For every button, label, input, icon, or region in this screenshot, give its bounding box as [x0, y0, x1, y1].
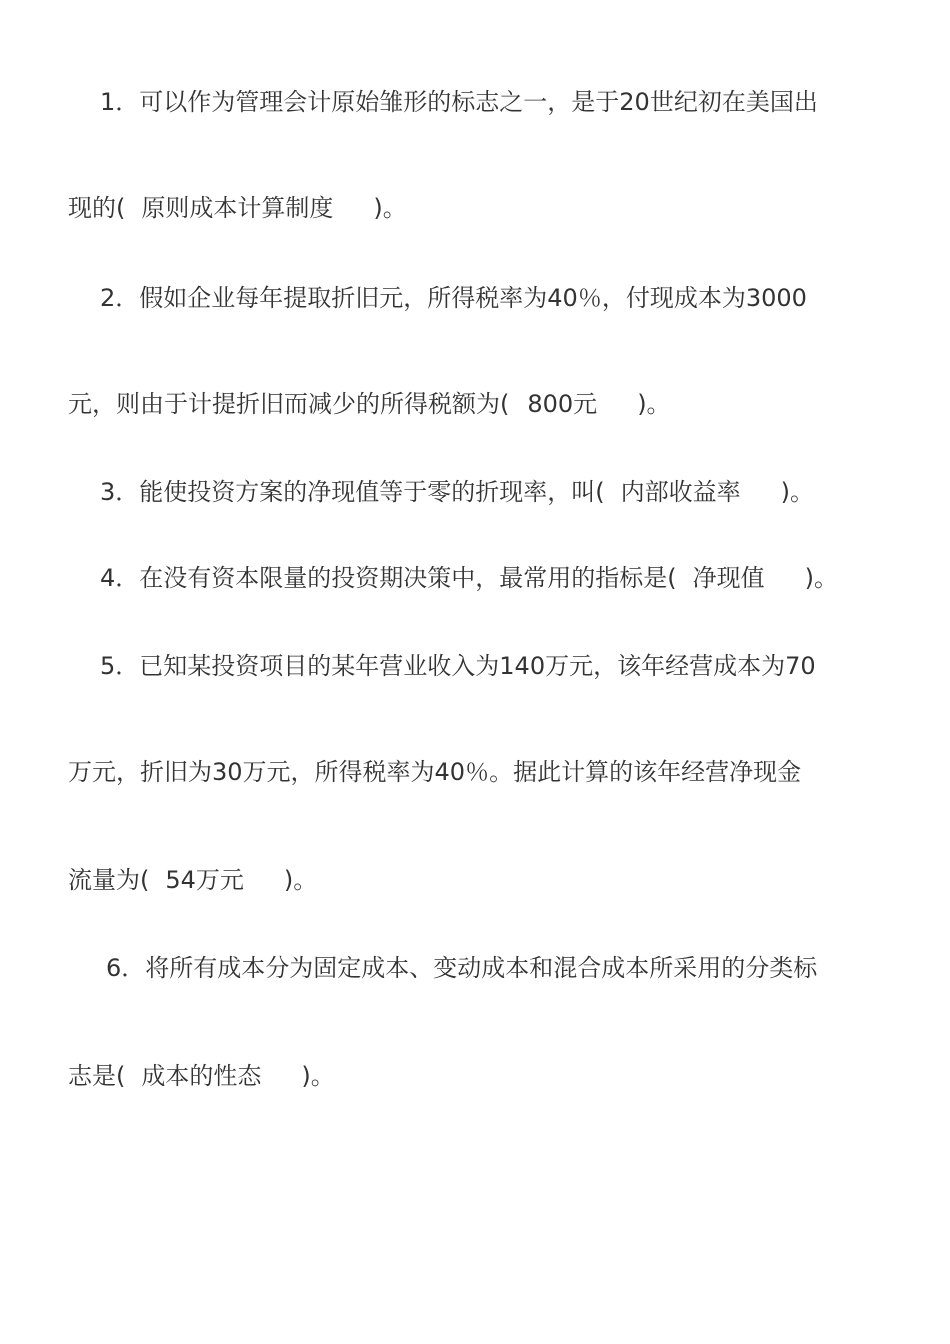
- question-1-prefix: 现的(: [68, 194, 126, 222]
- question-4-line-1: [100, 562, 838, 594]
- question-5-text: 已知某投资项目的某年营业收入为140万元，该年经营成本为70: [139, 652, 816, 680]
- question-6-line-2: [68, 1060, 335, 1092]
- question-6-answer: 成本的性态: [141, 1062, 262, 1090]
- question-2-text: 假如企业每年提取折旧元，所得税率为40％，付现成本为3000: [139, 284, 807, 312]
- question-5-line-3: [68, 864, 317, 896]
- question-1-number: 1．: [100, 88, 140, 116]
- question-2-line-2: [68, 388, 671, 420]
- question-5-suffix: )。: [283, 866, 318, 894]
- question-2-number: 2．: [100, 284, 140, 312]
- question-1-line-1: [100, 86, 818, 118]
- question-5-line-1: [100, 650, 816, 682]
- question-6-line-1: [106, 952, 817, 984]
- question-3-number: 3．: [100, 478, 140, 506]
- question-6-number: 6．: [106, 954, 146, 982]
- question-2-suffix: )。: [637, 390, 671, 418]
- question-5-line-2: [68, 756, 801, 788]
- question-4-answer: 净现值: [692, 564, 765, 592]
- question-5-number: 5．: [100, 652, 140, 680]
- question-6-text: 将所有成本分为固定成本、变动成本和混合成本所采用的分类标: [145, 954, 818, 982]
- question-3-suffix: )。: [780, 478, 815, 506]
- question-6-prefix: 志是(: [68, 1062, 126, 1090]
- question-3-answer: 内部收益率: [620, 478, 741, 506]
- question-2-line-1: [100, 282, 807, 314]
- question-1-text: 可以作为管理会计原始雏形的标志之一，是于20世纪初在美国出: [139, 88, 818, 116]
- question-6-suffix: )。: [301, 1062, 335, 1090]
- question-4-prefix: 在没有资本限量的投资期决策中，最常用的指标是(: [139, 564, 677, 592]
- question-1-answer: 原则成本计算制度: [141, 194, 334, 222]
- question-3-prefix: 能使投资方案的净现值等于零的折现率，叫(: [139, 478, 605, 506]
- question-2-answer: 800元: [527, 390, 598, 418]
- question-5-prefix: 流量为(: [68, 866, 150, 894]
- question-3-line-1: [100, 476, 814, 508]
- question-5-answer: 54万元: [165, 866, 244, 894]
- question-4-suffix: )。: [804, 564, 839, 592]
- question-2-prefix: 元，则由于计提折旧而减少的所得税额为(: [68, 390, 510, 418]
- question-5-text-2: 万元，折旧为30万元，所得税率为40％。据此计算的该年经营净现金: [68, 758, 802, 786]
- question-1-suffix: )。: [373, 194, 407, 222]
- question-1-line-2: [68, 192, 407, 224]
- question-4-number: 4．: [100, 564, 140, 592]
